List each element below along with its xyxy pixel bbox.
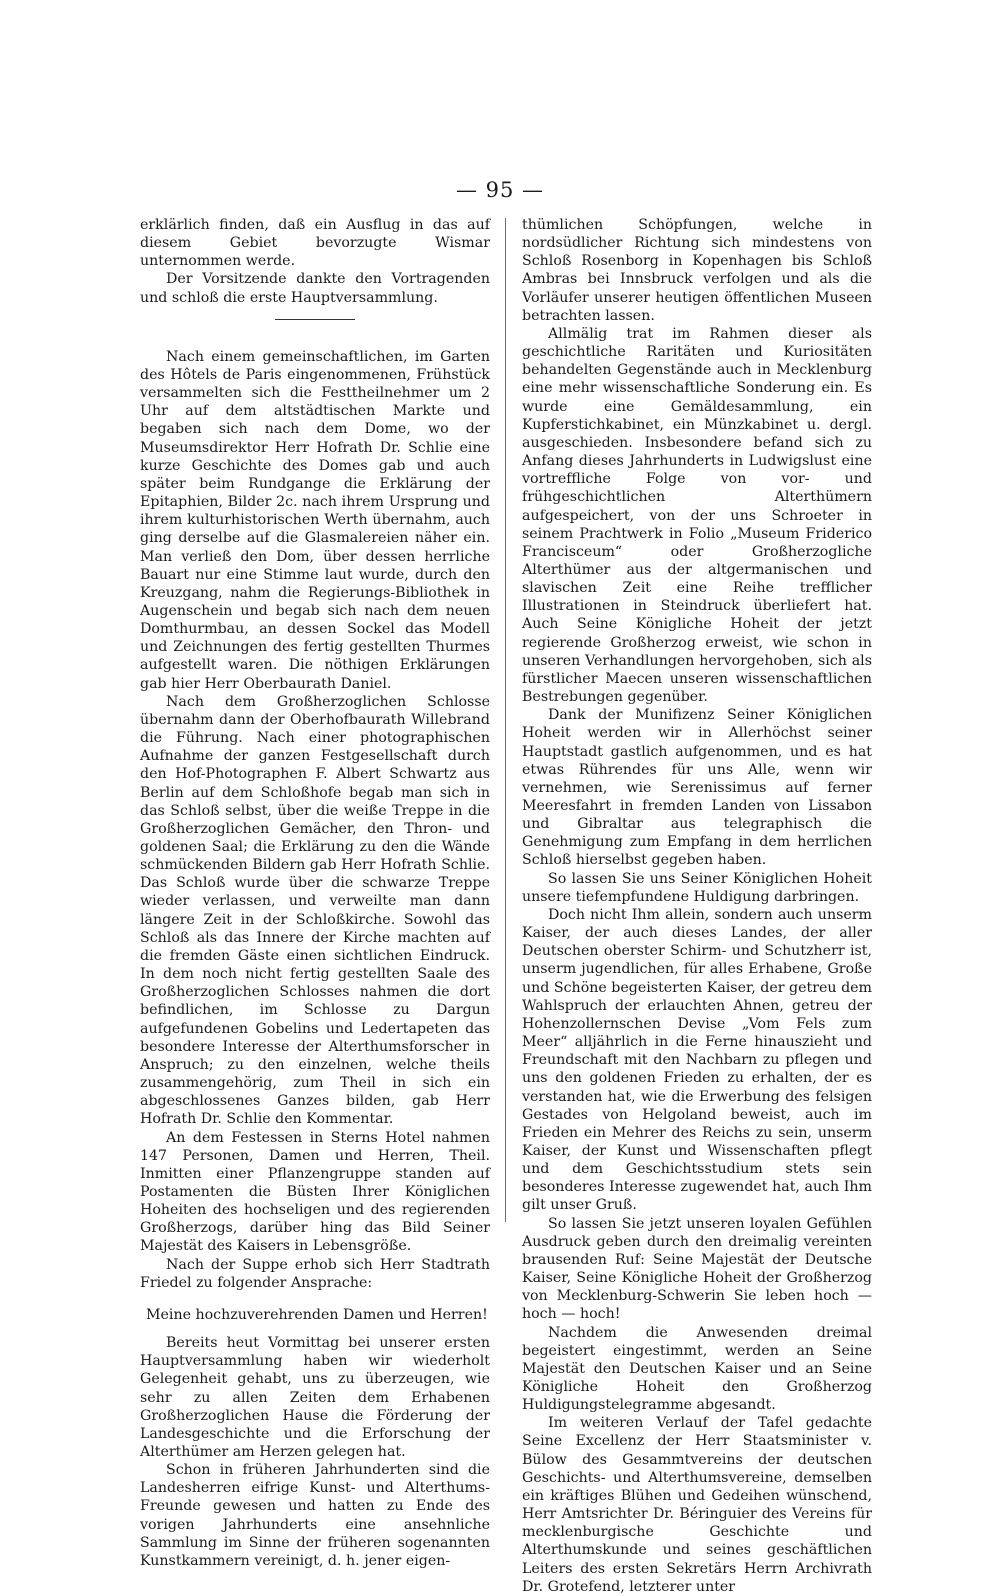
paragraph: Dank der Munifizenz Seiner Königlichen Hoheit werden wir in Allerhöchst seiner Hauptstadt gastlich aufgenommen, und es hat etwas Rührendes für uns Alle, wenn wir vernehmen, wie Serenissimus auf ferner Meeresfahrt in fremden Landen von Lissabon und Gibraltar aus telegraphisch die Genehmigung zum Empfang in dem herrlichen Schloß hierselbst gegeben haben.: [522, 707, 872, 869]
paragraph: Nach der Suppe erhob sich Herr Stadtrath Friedel zu folgender Ansprache:: [140, 1256, 490, 1291]
paragraph: Im weiteren Verlauf der Tafel gedachte Seine Excellenz der Herr Staatsminister v. Bülow des Gesammtvereins der deutschen Geschichts- und Alterthumsvereine, demselben ein kräftiges Blühen und Gedeihen wünschend, Herr Amtsrichter Dr. Béringuier des Vereins für mecklenburgische Geschichte und Alterthumskunde und seines geschäftlichen Leiters des ersten Sekretärs Herrn Archivrath Dr. Grotefend, letzterer unter: [522, 1415, 872, 1595]
speech-salutation: Meine hochzuverehrenden Damen und Herren!: [146, 1306, 488, 1323]
paragraph: Bereits heut Vormittag bei unserer ersten Hauptversammlung haben wir wiederholt Gelegenheit gehabt, uns zu überzeugen, wie sehr zu allen Zeiten dem Erhabenen Großherzoglichen Hause die Förderung der Landesgeschichte und die Erforschung der Alterthümer am Herzen gelegen hat.: [140, 1335, 490, 1460]
section-separator: [275, 319, 355, 320]
paragraph: An dem Festessen in Sterns Hotel nahmen 147 Personen, Damen und Herren, Theil. Inmitten einer Pflanzengruppe standen auf Postamenten die Büsten Ihrer Königlichen Hoheiten des hochseligen und des regierenden Großherzogs, darüber hing das Bild Seiner Majestät des Kaisers in Lebensgröße.: [140, 1129, 490, 1255]
column-divider: [505, 218, 506, 1222]
paragraph: Der Vorsitzende dankte den Vortragenden und schloß die erste Hauptversammlung.: [140, 271, 490, 306]
paragraph: Nach einem gemeinschaftlichen, im Garten des Hôtels de Paris eingenommenen, Frühstück versammelten sich die Festtheilnehmer um 2 Uhr auf dem altstädtischen Markte und begaben sich nach dem Dome, wo der Museumsdirektor Herr Hofrath Dr. Schlie eine kurze Geschichte des Domes gab und auch später beim Rundgange die Erklärung der Epitaphien, Bilder 2c. nach ihrem Ursprung und ihrem kulturhistorischen Werth übernahm, auch ging derselbe auf die Glasmalereien näher ein. Man verließ den Dom, über dessen herrliche Bauart nur eine Stimme laut wurde, durch den Kreuzgang, nahm die Regierungs-Bibliothek in Augenschein und begab sich nach dem neuen Domthurmbau, an dessen Sockel das Modell und Zeichnungen des fertig gestellten Thurmes aufgestellt waren. Die nöthigen Erklärungen gab hier Herr Oberbaurath Daniel.: [140, 348, 490, 692]
paragraph: So lassen Sie uns Seiner Königlichen Hoheit unsere tiefempfundene Huldigung darbringen.: [522, 870, 872, 905]
paragraph: erklärlich finden, daß ein Ausflug in das auf diesem Gebiet bevorzugte Wismar unternommen werde.: [140, 217, 490, 270]
paragraph: Doch nicht Ihm allein, sondern auch unserm Kaiser, der auch dieses Landes, der aller Deutschen oberster Schirm- und Schutzherr ist, unserm jugendlichen, für alles Erhabene, Große und Schöne begeisterten Kaiser, der getreu dem Wahlspruch der erlauchten Ahnen, getreu der Hohenzollernschen Devise „Vom Fels zum Meer“ alljährlich in die Ferne hinauszieht und Freundschaft mit den Nachbarn zu pflegen und uns den goldenen Frieden zu erhalten, der es verstanden hat, wie die Erwerbung des felsigen Gestades von Helgoland beweist, auch im Frieden ein Mehrer des Reichs zu sein, unserm Kaiser, der Kunst und Wissenschaften pflegt und dem Geschichtsstudium stets sein besonderes Interesse zugewendet hat, auch Ihm gilt unser Gruß.: [522, 906, 872, 1214]
paragraph: Allmälig trat im Rahmen dieser als geschichtliche Raritäten und Kuriositäten behandelten Gegenstände auch in Mecklenburg eine mehr wissenschaftliche Sonderung ein. Es wurde eine Gemäldesammlung, ein Kupferstichkabinet, ein Münzkabinet u. dergl. ausgeschieden. Insbesondere befand sich zu Anfang dieses Jahrhunderts in Ludwigslust eine vortreffliche Folge von vor- und frühgeschichtlichen Alterthümern aufgespeichert, von der uns Schroeter in seinem Prachtwerk in Folio „Museum Friderico Francisceum“ oder Großherzogliche Alterthümer aus der altgermanischen und slavischen Zeit eine Reihe trefflicher Illustrationen in Steindruck überliefert hat. Auch Seine Königliche Hoheit der jetzt regierende Großherzog erweist, wie schon in unseren Verhandlungen hervorgehoben, sich als fürstlicher Maecen unseren wissenschaftlichen Bestrebungen gegenüber.: [522, 325, 872, 706]
paragraph: Schon in früheren Jahrhunderten sind die Landesherren eifrige Kunst- und Alterthums-Freunde gewesen und hatten zu Ende des vorigen Jahrhunderts eine ansehnliche Sammlung im Sinne der früheren sogenannten Kunstkammern vereinigt, d. h. jener eigen-: [140, 1462, 490, 1569]
paragraph: thümlichen Schöpfungen, welche in nordsüdlicher Richtung sich mindestens von Schloß Rosenborg in Kopenhagen bis Schloß Ambras bei Innsbruck verfolgen und als die Vorläufer unserer heutigen öffentlichen Museen betrachten lassen.: [522, 217, 872, 324]
page-number: — 95 —: [455, 178, 545, 202]
paragraph: Nach dem Großherzoglichen Schlosse übernahm dann der Oberhofbaurath Willebrand die Führung. Nach einer photographischen Aufnahme der ganzen Festgesellschaft durch den Hof-Photographen F. Albert Schwartz aus Berlin auf dem Schloßhofe begab man sich in das Schloß selbst, über die weiße Treppe in die Großherzoglichen Gemächer, den Thron- und goldenen Saal; die Erklärung zu den die Wände schmückenden Bildern gab Herr Hofrath Schlie. Das Schloß wurde über die schwarze Treppe wieder verlassen, und verweilte man dann längere Zeit in der Schloßkirche. Sowohl das Schloß als das Innere der Kirche machten auf die fremden Gäste einen sichtlichen Eindruck. In dem noch nicht fertig gestellten Saale des Großherzoglichen Schlosses nahmen die dort befindlichen, im Schlosse zu Dargun aufgefundenen Gobelins und Ledertapeten das besondere Interesse der Alterthumsforscher in Anspruch; zu den einzelnen, welche theils zusammengehörig, zum Theil in sich ein abgeschlossenes Ganzes bilden, gab Herr Hofrath Dr. Schlie den Kommentar.: [140, 693, 490, 1128]
paragraph: Nachdem die Anwesenden dreimal begeistert eingestimmt, werden an Seine Majestät den Deutschen Kaiser und an Seine Königliche Hoheit den Großherzog Huldigungstelegramme abgesandt.: [522, 1324, 872, 1414]
left-column: [140, 216, 490, 1570]
right-column: [522, 216, 872, 1596]
paragraph: So lassen Sie jetzt unseren loyalen Gefühlen Ausdruck geben durch den dreimalig vereinten brausenden Ruf: Seine Majestät der Deutsche Kaiser, Seine Königliche Hoheit der Großherzog von Mecklenburg-Schwerin Sie leben hoch — hoch — hoch!: [522, 1215, 872, 1323]
